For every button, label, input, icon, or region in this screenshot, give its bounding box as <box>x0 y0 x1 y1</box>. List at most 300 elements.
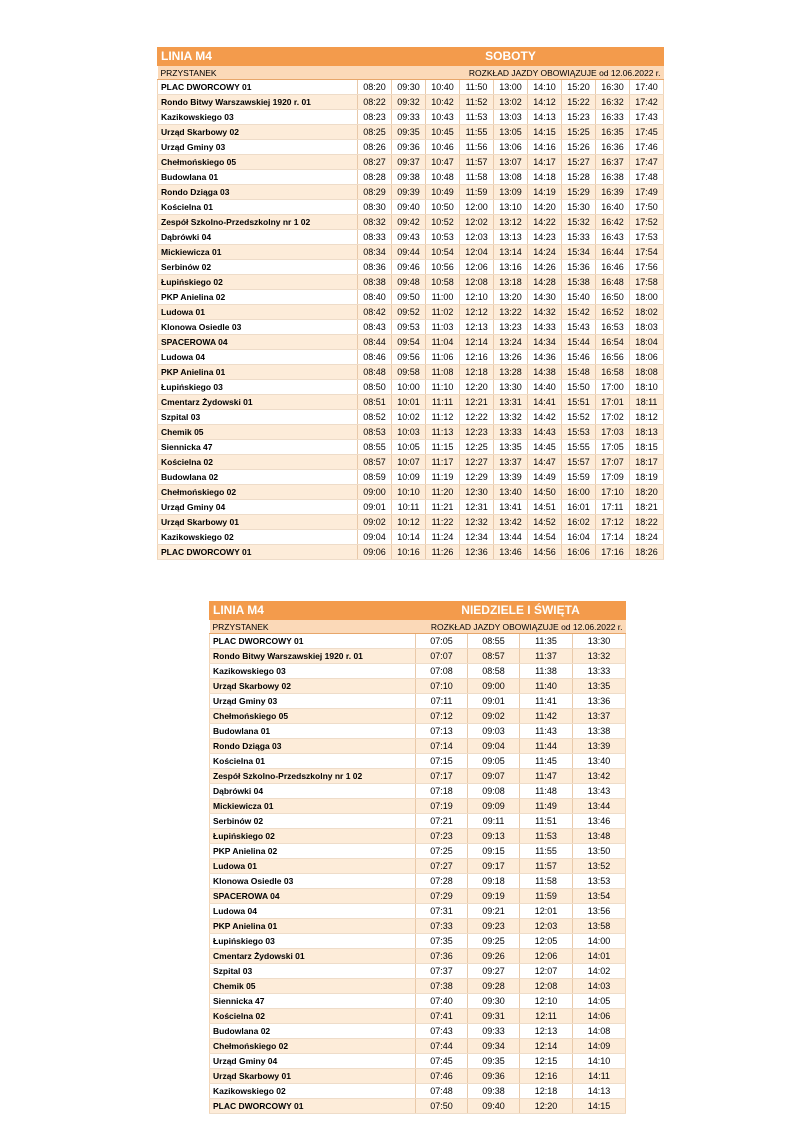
departure-time: 17:48 <box>630 170 664 185</box>
departure-time: 12:25 <box>460 440 494 455</box>
stop-name: Szpital 03 <box>210 964 416 979</box>
departure-time: 09:00 <box>358 485 392 500</box>
departure-time: 17:40 <box>630 80 664 95</box>
departure-time: 12:20 <box>520 1099 573 1114</box>
departure-time: 11:43 <box>520 724 573 739</box>
stop-name: Chemik 05 <box>158 425 358 440</box>
departure-time: 17:47 <box>630 155 664 170</box>
departure-time: 15:25 <box>562 125 596 140</box>
departure-time: 14:10 <box>573 1054 626 1069</box>
table-row <box>210 994 626 1009</box>
departure-time: 10:45 <box>426 125 460 140</box>
departure-time: 15:53 <box>562 425 596 440</box>
departure-time: 14:56 <box>528 545 562 560</box>
departure-time: 17:56 <box>630 260 664 275</box>
departure-time: 14:11 <box>573 1069 626 1084</box>
departure-time: 17:11 <box>596 500 630 515</box>
departure-time: 09:15 <box>468 844 520 859</box>
departure-time: 18:03 <box>630 320 664 335</box>
departure-time: 10:40 <box>426 80 460 95</box>
departure-time: 16:32 <box>596 95 630 110</box>
departure-time: 11:58 <box>460 170 494 185</box>
departure-time: 09:50 <box>392 290 426 305</box>
departure-time: 07:33 <box>416 919 468 934</box>
departure-time: 12:32 <box>460 515 494 530</box>
stop-name: Łupińskiego 02 <box>158 275 358 290</box>
departure-time: 11:50 <box>460 80 494 95</box>
departure-time: 08:28 <box>358 170 392 185</box>
table-row <box>210 679 626 694</box>
table-row <box>210 889 626 904</box>
departure-time: 07:44 <box>416 1039 468 1054</box>
departure-time: 14:20 <box>528 200 562 215</box>
stop-name: Klonowa Osiedle 03 <box>210 874 416 889</box>
departure-time: 13:30 <box>573 634 626 649</box>
departure-time: 11:40 <box>520 679 573 694</box>
table-row <box>158 395 664 410</box>
departure-time: 08:59 <box>358 470 392 485</box>
departure-time: 07:35 <box>416 934 468 949</box>
stop-name: Dąbrówki 04 <box>210 784 416 799</box>
departure-time: 11:42 <box>520 709 573 724</box>
departure-time: 10:14 <box>392 530 426 545</box>
stop-name: PLAC DWORCOWY 01 <box>210 634 416 649</box>
departure-time: 10:12 <box>392 515 426 530</box>
departure-time: 08:25 <box>358 125 392 140</box>
departure-time: 17:52 <box>630 215 664 230</box>
departure-time: 16:56 <box>596 350 630 365</box>
departure-time: 10:49 <box>426 185 460 200</box>
day-type-label: NIEDZIELE I ŚWIĘTA <box>416 602 626 620</box>
departure-time: 10:52 <box>426 215 460 230</box>
departure-time: 07:45 <box>416 1054 468 1069</box>
departure-time: 13:06 <box>494 140 528 155</box>
stop-name: Chemik 05 <box>210 979 416 994</box>
stop-name: Chełmońskiego 02 <box>158 485 358 500</box>
departure-time: 09:06 <box>358 545 392 560</box>
departure-time: 12:08 <box>520 979 573 994</box>
stop-name: SPACEROWA 04 <box>158 335 358 350</box>
departure-time: 11:35 <box>520 634 573 649</box>
validity-note: ROZKŁAD JAZDY OBOWIĄZUJE od 12.06.2022 r. <box>358 66 664 80</box>
departure-time: 09:37 <box>392 155 426 170</box>
departure-time: 09:08 <box>468 784 520 799</box>
departure-time: 08:23 <box>358 110 392 125</box>
departure-time: 12:00 <box>460 200 494 215</box>
departure-time: 08:58 <box>468 664 520 679</box>
departure-time: 18:13 <box>630 425 664 440</box>
table-row <box>158 155 664 170</box>
departure-time: 14:54 <box>528 530 562 545</box>
departure-time: 13:14 <box>494 245 528 260</box>
departure-time: 11:58 <box>520 874 573 889</box>
departure-time: 17:05 <box>596 440 630 455</box>
stop-name: Cmentarz Żydowski 01 <box>158 395 358 410</box>
departure-time: 11:15 <box>426 440 460 455</box>
departure-time: 15:44 <box>562 335 596 350</box>
departure-time: 17:14 <box>596 530 630 545</box>
departure-time: 15:50 <box>562 380 596 395</box>
departure-time: 16:06 <box>562 545 596 560</box>
departure-time: 12:14 <box>520 1039 573 1054</box>
departure-time: 07:41 <box>416 1009 468 1024</box>
departure-time: 12:18 <box>460 365 494 380</box>
departure-time: 13:44 <box>494 530 528 545</box>
departure-time: 08:44 <box>358 335 392 350</box>
departure-time: 10:05 <box>392 440 426 455</box>
departure-time: 13:43 <box>573 784 626 799</box>
table-row <box>158 245 664 260</box>
stop-name: Mickiewicza 01 <box>158 245 358 260</box>
departure-time: 14:13 <box>528 110 562 125</box>
stop-name: Szpital 03 <box>158 410 358 425</box>
departure-time: 14:23 <box>528 230 562 245</box>
departure-time: 16:04 <box>562 530 596 545</box>
table-row <box>210 799 626 814</box>
departure-time: 08:46 <box>358 350 392 365</box>
departure-time: 11:53 <box>520 829 573 844</box>
departure-time: 11:17 <box>426 455 460 470</box>
departure-time: 15:22 <box>562 95 596 110</box>
stop-column-header: PRZYSTANEK <box>158 66 358 80</box>
departure-time: 14:45 <box>528 440 562 455</box>
departure-time: 12:05 <box>520 934 573 949</box>
departure-time: 15:30 <box>562 200 596 215</box>
departure-time: 13:03 <box>494 110 528 125</box>
stop-name: Chełmońskiego 05 <box>158 155 358 170</box>
departure-time: 07:31 <box>416 904 468 919</box>
table-row <box>210 964 626 979</box>
departure-time: 13:02 <box>494 95 528 110</box>
departure-time: 14:30 <box>528 290 562 305</box>
departure-time: 13:09 <box>494 185 528 200</box>
departure-time: 11:21 <box>426 500 460 515</box>
departure-time: 16:00 <box>562 485 596 500</box>
departure-time: 12:06 <box>520 949 573 964</box>
departure-time: 13:12 <box>494 215 528 230</box>
stop-name: Klonowa Osiedle 03 <box>158 320 358 335</box>
departure-time: 16:35 <box>596 125 630 140</box>
departure-time: 15:59 <box>562 470 596 485</box>
table-row <box>158 170 664 185</box>
departure-time: 09:34 <box>468 1039 520 1054</box>
table-row <box>210 724 626 739</box>
departure-time: 07:15 <box>416 754 468 769</box>
departure-time: 17:50 <box>630 200 664 215</box>
departure-time: 09:17 <box>468 859 520 874</box>
stop-name: Kazikowskiego 02 <box>158 530 358 545</box>
departure-time: 13:50 <box>573 844 626 859</box>
departure-time: 07:46 <box>416 1069 468 1084</box>
departure-time: 09:01 <box>468 694 520 709</box>
table-row <box>158 305 664 320</box>
departure-time: 07:40 <box>416 994 468 1009</box>
departure-time: 13:39 <box>573 739 626 754</box>
departure-time: 18:02 <box>630 305 664 320</box>
timetable-subheader-row <box>210 620 626 634</box>
departure-time: 12:13 <box>460 320 494 335</box>
departure-time: 09:23 <box>468 919 520 934</box>
departure-time: 09:19 <box>468 889 520 904</box>
departure-time: 09:52 <box>392 305 426 320</box>
departure-time: 18:17 <box>630 455 664 470</box>
departure-time: 09:04 <box>468 739 520 754</box>
departure-time: 10:53 <box>426 230 460 245</box>
stop-name: PLAC DWORCOWY 01 <box>158 545 358 560</box>
departure-time: 14:41 <box>528 395 562 410</box>
departure-time: 14:40 <box>528 380 562 395</box>
table-row <box>158 515 664 530</box>
departure-time: 13:35 <box>573 679 626 694</box>
table-row <box>210 829 626 844</box>
departure-time: 15:38 <box>562 275 596 290</box>
departure-time: 12:27 <box>460 455 494 470</box>
departure-time: 08:33 <box>358 230 392 245</box>
departure-time: 09:21 <box>468 904 520 919</box>
stop-name: Budowlana 01 <box>158 170 358 185</box>
table-row <box>158 530 664 545</box>
table-row <box>210 1024 626 1039</box>
departure-time: 11:06 <box>426 350 460 365</box>
line-label: LINIA M4 <box>210 602 416 620</box>
departure-time: 09:38 <box>468 1084 520 1099</box>
departure-time: 13:58 <box>573 919 626 934</box>
departure-time: 13:33 <box>494 425 528 440</box>
departure-time: 09:38 <box>392 170 426 185</box>
table-row <box>158 485 664 500</box>
table-row <box>158 545 664 560</box>
departure-time: 16:01 <box>562 500 596 515</box>
stop-name: Kazikowskiego 03 <box>158 110 358 125</box>
departure-time: 08:38 <box>358 275 392 290</box>
departure-time: 11:44 <box>520 739 573 754</box>
stop-name: Rondo Bitwy Warszawskiej 1920 r. 01 <box>210 649 416 664</box>
departure-time: 12:29 <box>460 470 494 485</box>
departure-time: 14:47 <box>528 455 562 470</box>
departure-time: 16:38 <box>596 170 630 185</box>
stop-name: Rondo Dziąga 03 <box>210 739 416 754</box>
departure-time: 09:36 <box>468 1069 520 1084</box>
departure-time: 14:05 <box>573 994 626 1009</box>
departure-time: 18:22 <box>630 515 664 530</box>
departure-time: 13:38 <box>573 724 626 739</box>
departure-time: 10:16 <box>392 545 426 560</box>
table-row <box>210 859 626 874</box>
departure-time: 09:54 <box>392 335 426 350</box>
table-row <box>210 769 626 784</box>
stop-name: Zespół Szkolno-Przedszkolny nr 1 02 <box>158 215 358 230</box>
timetable-subheader-row <box>158 66 664 80</box>
departure-time: 12:01 <box>520 904 573 919</box>
departure-time: 14:00 <box>573 934 626 949</box>
departure-time: 10:01 <box>392 395 426 410</box>
departure-time: 13:28 <box>494 365 528 380</box>
departure-time: 18:06 <box>630 350 664 365</box>
departure-time: 13:13 <box>494 230 528 245</box>
table-row <box>210 1039 626 1054</box>
day-type-label: SOBOTY <box>358 48 664 66</box>
departure-time: 13:32 <box>494 410 528 425</box>
departure-time: 09:43 <box>392 230 426 245</box>
stop-name: Urząd Gminy 04 <box>158 500 358 515</box>
departure-time: 10:10 <box>392 485 426 500</box>
departure-time: 12:23 <box>460 425 494 440</box>
table-row <box>210 904 626 919</box>
departure-time: 07:43 <box>416 1024 468 1039</box>
departure-time: 11:53 <box>460 110 494 125</box>
departure-time: 11:24 <box>426 530 460 545</box>
departure-time: 14:15 <box>573 1099 626 1114</box>
departure-time: 09:53 <box>392 320 426 335</box>
departure-time: 15:20 <box>562 80 596 95</box>
departure-time: 09:09 <box>468 799 520 814</box>
table-row <box>210 949 626 964</box>
departure-time: 08:48 <box>358 365 392 380</box>
departure-time: 16:30 <box>596 80 630 95</box>
departure-time: 13:46 <box>573 814 626 829</box>
departure-time: 17:45 <box>630 125 664 140</box>
departure-time: 18:24 <box>630 530 664 545</box>
departure-time: 09:31 <box>468 1009 520 1024</box>
stop-name: Zespół Szkolno-Przedszkolny nr 1 02 <box>210 769 416 784</box>
stop-name: Urząd Skarbowy 02 <box>158 125 358 140</box>
departure-time: 07:36 <box>416 949 468 964</box>
departure-time: 13:56 <box>573 904 626 919</box>
departure-time: 15:29 <box>562 185 596 200</box>
departure-time: 16:37 <box>596 155 630 170</box>
departure-time: 10:03 <box>392 425 426 440</box>
stop-name: Łupińskiego 03 <box>158 380 358 395</box>
departure-time: 11:13 <box>426 425 460 440</box>
departure-time: 09:40 <box>392 200 426 215</box>
departure-time: 11:22 <box>426 515 460 530</box>
departure-time: 15:32 <box>562 215 596 230</box>
timetable-title-row <box>158 48 664 66</box>
stop-name: Łupińskiego 03 <box>210 934 416 949</box>
departure-time: 16:02 <box>562 515 596 530</box>
departure-time: 17:09 <box>596 470 630 485</box>
departure-time: 13:48 <box>573 829 626 844</box>
departure-time: 15:28 <box>562 170 596 185</box>
sunday-timetable <box>209 601 626 1114</box>
table-row <box>158 275 664 290</box>
departure-time: 09:13 <box>468 829 520 844</box>
departure-time: 15:27 <box>562 155 596 170</box>
departure-time: 09:30 <box>468 994 520 1009</box>
departure-time: 08:43 <box>358 320 392 335</box>
departure-time: 08:53 <box>358 425 392 440</box>
departure-time: 12:22 <box>460 410 494 425</box>
departure-time: 09:39 <box>392 185 426 200</box>
departure-time: 08:27 <box>358 155 392 170</box>
departure-time: 18:20 <box>630 485 664 500</box>
departure-time: 09:28 <box>468 979 520 994</box>
departure-time: 14:12 <box>528 95 562 110</box>
departure-time: 13:42 <box>494 515 528 530</box>
departure-time: 17:01 <box>596 395 630 410</box>
departure-time: 07:25 <box>416 844 468 859</box>
departure-time: 18:15 <box>630 440 664 455</box>
departure-time: 13:08 <box>494 170 528 185</box>
departure-time: 09:40 <box>468 1099 520 1114</box>
departure-time: 10:47 <box>426 155 460 170</box>
departure-time: 07:07 <box>416 649 468 664</box>
departure-time: 16:43 <box>596 230 630 245</box>
stop-name: Rondo Bitwy Warszawskiej 1920 r. 01 <box>158 95 358 110</box>
stop-name: Cmentarz Żydowski 01 <box>210 949 416 964</box>
departure-time: 10:09 <box>392 470 426 485</box>
departure-time: 10:48 <box>426 170 460 185</box>
table-row <box>210 814 626 829</box>
table-row <box>210 874 626 889</box>
departure-time: 12:16 <box>460 350 494 365</box>
departure-time: 07:05 <box>416 634 468 649</box>
table-row <box>210 754 626 769</box>
departure-time: 14:51 <box>528 500 562 515</box>
departure-time: 13:05 <box>494 125 528 140</box>
departure-time: 09:04 <box>358 530 392 545</box>
departure-time: 18:21 <box>630 500 664 515</box>
departure-time: 14:32 <box>528 305 562 320</box>
departure-time: 09:46 <box>392 260 426 275</box>
departure-time: 15:33 <box>562 230 596 245</box>
departure-time: 08:57 <box>358 455 392 470</box>
departure-time: 08:32 <box>358 215 392 230</box>
departure-time: 11:08 <box>426 365 460 380</box>
departure-time: 07:14 <box>416 739 468 754</box>
departure-time: 12:18 <box>520 1084 573 1099</box>
departure-time: 10:56 <box>426 260 460 275</box>
stop-name: PLAC DWORCOWY 01 <box>210 1099 416 1114</box>
departure-time: 09:18 <box>468 874 520 889</box>
departure-time: 13:22 <box>494 305 528 320</box>
stop-name: Urząd Gminy 03 <box>210 694 416 709</box>
table-row <box>158 290 664 305</box>
departure-time: 09:00 <box>468 679 520 694</box>
departure-time: 12:10 <box>460 290 494 305</box>
stop-name: SPACEROWA 04 <box>210 889 416 904</box>
departure-time: 11:59 <box>520 889 573 904</box>
departure-time: 13:42 <box>573 769 626 784</box>
departure-time: 14:33 <box>528 320 562 335</box>
table-row <box>210 739 626 754</box>
stop-name: Ludowa 04 <box>158 350 358 365</box>
stop-name: PKP Anielina 01 <box>158 365 358 380</box>
departure-time: 15:48 <box>562 365 596 380</box>
departure-time: 15:43 <box>562 320 596 335</box>
departure-time: 08:34 <box>358 245 392 260</box>
departure-time: 08:50 <box>358 380 392 395</box>
departure-time: 13:10 <box>494 200 528 215</box>
departure-time: 18:12 <box>630 410 664 425</box>
departure-time: 07:50 <box>416 1099 468 1114</box>
departure-time: 15:55 <box>562 440 596 455</box>
table-row <box>158 455 664 470</box>
departure-time: 15:57 <box>562 455 596 470</box>
departure-time: 07:27 <box>416 859 468 874</box>
table-row <box>158 80 664 95</box>
departure-time: 11:19 <box>426 470 460 485</box>
departure-time: 16:53 <box>596 320 630 335</box>
departure-time: 13:24 <box>494 335 528 350</box>
departure-time: 09:11 <box>468 814 520 829</box>
departure-time: 16:52 <box>596 305 630 320</box>
departure-time: 15:23 <box>562 110 596 125</box>
stop-name: Serbinów 02 <box>158 260 358 275</box>
stop-name: Urząd Skarbowy 01 <box>158 515 358 530</box>
departure-time: 16:58 <box>596 365 630 380</box>
departure-time: 10:02 <box>392 410 426 425</box>
